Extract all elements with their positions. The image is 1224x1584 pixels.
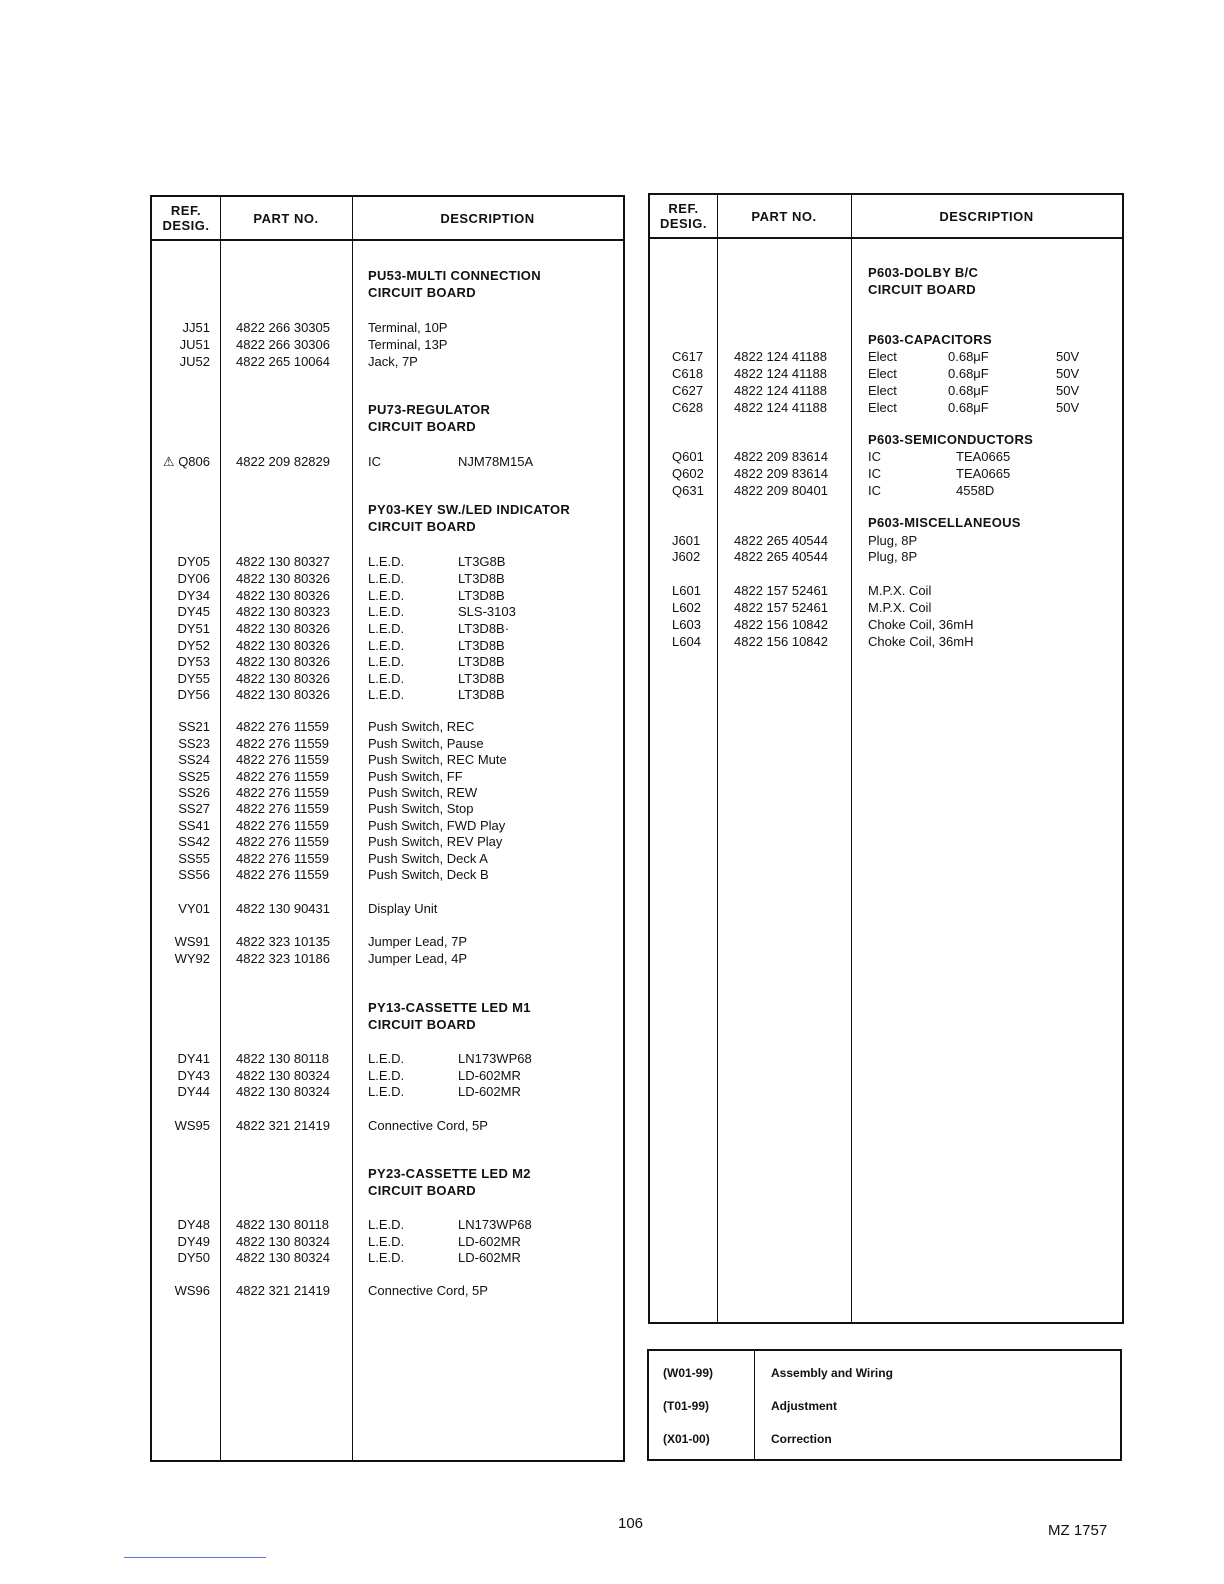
section-title: PY03-KEY SW./LED INDICATOR xyxy=(368,502,571,517)
ref-desig: DY52 xyxy=(177,638,210,653)
part-number: 4822 130 80118 xyxy=(236,1217,330,1232)
model-number: MZ 1757 xyxy=(1048,1522,1108,1539)
part-number: 4822 321 21419 xyxy=(236,1283,330,1298)
ref-desig: SS26 xyxy=(178,785,210,800)
table-row xyxy=(650,399,1122,416)
table-row xyxy=(152,933,623,950)
part-number: 4822 124 41188 xyxy=(734,383,828,398)
part-value: LT3D8B xyxy=(458,571,505,586)
table-row xyxy=(650,448,1122,465)
ref-desig: DY34 xyxy=(177,588,210,603)
ref-desig: WS96 xyxy=(174,1283,210,1298)
description: L.E.D. xyxy=(368,687,405,702)
legend-row xyxy=(649,1357,1120,1390)
ref-desig: J601 xyxy=(672,533,701,548)
ref-header-line2: DESIG. xyxy=(162,218,210,233)
table-row xyxy=(152,768,623,785)
description: Choke Coil, 36mH xyxy=(868,634,974,649)
description: L.E.D. xyxy=(368,1051,405,1066)
table-row xyxy=(152,570,623,587)
ref-desig: Q601 xyxy=(672,449,704,464)
description: Connective Cord, 5P xyxy=(368,1118,488,1133)
part-value: TEA0665 xyxy=(956,466,1011,481)
left-parts-table xyxy=(150,195,625,1462)
ref-desig: SS21 xyxy=(178,719,210,734)
ref-desig: SS23 xyxy=(178,736,210,751)
part-number: 4822 130 80326 xyxy=(236,654,330,669)
part-value: NJM78M15A xyxy=(458,454,534,469)
table-row xyxy=(152,735,623,752)
description: Connective Cord, 5P xyxy=(368,1283,488,1298)
ref-desig: C617 xyxy=(672,349,704,364)
section-title: CIRCUIT BOARD xyxy=(368,519,476,534)
part-number: 4822 130 80326 xyxy=(236,671,330,686)
table-row xyxy=(152,587,623,604)
description-header: DESCRIPTION xyxy=(440,210,535,226)
ref-desig: WS91 xyxy=(174,934,210,949)
table-row xyxy=(152,603,623,620)
description: IC xyxy=(868,483,881,498)
description: L.E.D. xyxy=(368,1217,405,1232)
legend-code: (T01-99) xyxy=(663,1399,710,1413)
table-row xyxy=(152,686,623,703)
section-title: CIRCUIT BOARD xyxy=(368,1183,476,1198)
table-row xyxy=(152,850,623,867)
table-row xyxy=(650,582,1122,599)
right-table-header xyxy=(650,195,1122,239)
part-no-header: PART NO. xyxy=(751,208,817,224)
ref-desig-header xyxy=(152,197,220,239)
part-number: 4822 130 80324 xyxy=(236,1068,330,1083)
description: Push Switch, Deck A xyxy=(368,851,488,866)
section-title: CIRCUIT BOARD xyxy=(368,1017,476,1032)
description: Push Switch, REC Mute xyxy=(368,752,507,767)
part-number: 4822 130 80324 xyxy=(236,1234,330,1249)
description: Elect xyxy=(868,366,897,381)
ref-desig: DY56 xyxy=(177,687,210,702)
description: Push Switch, FF xyxy=(368,769,463,784)
ref-desig: SS27 xyxy=(178,801,210,816)
table-row xyxy=(152,817,623,834)
part-value: 0.68μF xyxy=(948,400,989,415)
table-row xyxy=(152,950,623,967)
ref-desig: L601 xyxy=(672,583,701,598)
part-number: 4822 323 10135 xyxy=(236,934,330,949)
ref-desig: JU52 xyxy=(179,354,210,369)
description: IC xyxy=(868,449,881,464)
table-row xyxy=(650,633,1122,650)
ref-desig: DY53 xyxy=(177,654,210,669)
section-title: CIRCUIT BOARD xyxy=(368,419,476,434)
description: Terminal, 13P xyxy=(368,337,448,352)
part-value: LT3D8B xyxy=(458,638,505,653)
part-number: 4822 276 11559 xyxy=(236,785,330,800)
table-row xyxy=(152,1117,623,1134)
table-row xyxy=(650,348,1122,365)
part-number: 4822 130 80326 xyxy=(236,687,330,702)
table-row xyxy=(152,653,623,670)
part-value: LN173WP68 xyxy=(458,1217,532,1232)
part-value: 0.68μF xyxy=(948,366,989,381)
section-title: P603-CAPACITORS xyxy=(868,332,992,347)
legend-code: (X01-00) xyxy=(663,1432,710,1446)
ref-desig: DY48 xyxy=(177,1217,210,1232)
description: Push Switch, Stop xyxy=(368,801,474,816)
part-number: 4822 266 30305 xyxy=(236,320,330,335)
part-number: 4822 130 80324 xyxy=(236,1250,330,1265)
ref-desig: SS41 xyxy=(178,818,210,833)
part-number: 4822 157 52461 xyxy=(734,583,828,598)
ref-desig: DY55 xyxy=(177,671,210,686)
description: L.E.D. xyxy=(368,1234,405,1249)
ref-desig: L603 xyxy=(672,617,701,632)
table-row xyxy=(152,1249,623,1266)
table-row xyxy=(650,382,1122,399)
part-number: 4822 209 82829 xyxy=(236,454,330,469)
description: L.E.D. xyxy=(368,621,405,636)
description: Push Switch, REW xyxy=(368,785,478,800)
table-row xyxy=(152,1067,623,1084)
description: M.P.X. Coil xyxy=(868,583,932,598)
table-row xyxy=(152,1233,623,1250)
ref-header-line1: REF. xyxy=(668,201,699,216)
table-row xyxy=(650,599,1122,616)
part-value: 0.68μF xyxy=(948,383,989,398)
description: Elect xyxy=(868,383,897,398)
legend-term: Assembly and Wiring xyxy=(771,1366,893,1380)
table-row xyxy=(152,620,623,637)
table-row xyxy=(152,353,623,370)
underline-mark xyxy=(124,1557,266,1558)
page-number: 106 xyxy=(618,1515,644,1532)
section-title: PU53-MULTI CONNECTION xyxy=(368,268,541,283)
description: Elect xyxy=(868,349,897,364)
ref-desig: DY45 xyxy=(177,604,210,619)
ref-desig: SS56 xyxy=(178,867,210,882)
voltage-rating: 50V xyxy=(1056,400,1080,415)
description: Push Switch, Pause xyxy=(368,736,484,751)
ref-desig: DY05 xyxy=(177,554,210,569)
description: Plug, 8P xyxy=(868,533,918,548)
part-value: LD-602MR xyxy=(458,1250,521,1265)
part-number: 4822 130 80326 xyxy=(236,638,330,653)
ref-desig: SS24 xyxy=(178,752,210,767)
description: Jumper Lead, 7P xyxy=(368,934,468,949)
description: L.E.D. xyxy=(368,571,405,586)
table-row xyxy=(650,532,1122,549)
part-number: 4822 130 90431 xyxy=(236,901,330,916)
description: M.P.X. Coil xyxy=(868,600,932,615)
section-title: CIRCUIT BOARD xyxy=(368,285,476,300)
voltage-rating: 50V xyxy=(1056,366,1080,381)
ref-desig: WS95 xyxy=(174,1118,210,1133)
part-number: 4822 130 80118 xyxy=(236,1051,330,1066)
part-number: 4822 130 80326 xyxy=(236,571,330,586)
table-row xyxy=(152,1050,623,1067)
description: Elect xyxy=(868,400,897,415)
part-number: 4822 276 11559 xyxy=(236,736,330,751)
table-row xyxy=(152,1216,623,1233)
description: L.E.D. xyxy=(368,671,405,686)
part-number: 4822 276 11559 xyxy=(236,834,330,849)
ref-desig: DY49 xyxy=(177,1234,210,1249)
ref-header-line2: DESIG. xyxy=(659,216,708,231)
description: Push Switch, Deck B xyxy=(368,867,489,882)
legend-term: Adjustment xyxy=(771,1399,837,1413)
ref-desig: J602 xyxy=(672,549,701,564)
description: Jack, 7P xyxy=(368,354,418,369)
part-number: 4822 321 21419 xyxy=(236,1118,330,1133)
ref-desig: DY43 xyxy=(177,1068,210,1083)
legend-term: Correction xyxy=(771,1432,832,1446)
part-number: 4822 156 10842 xyxy=(734,617,828,632)
part-number: 4822 130 80326 xyxy=(236,588,330,603)
part-number: 4822 124 41188 xyxy=(734,400,828,415)
description: L.E.D. xyxy=(368,1250,405,1265)
description: IC xyxy=(368,454,381,469)
description: L.E.D. xyxy=(368,604,405,619)
table-row xyxy=(650,482,1122,499)
part-value: LT3G8B xyxy=(458,554,506,569)
section-title: PY13-CASSETTE LED M1 xyxy=(368,1000,531,1015)
legend-row xyxy=(649,1423,1120,1456)
part-value: 4558D xyxy=(956,483,995,498)
part-number: 4822 276 11559 xyxy=(236,867,330,882)
description-header: DESCRIPTION xyxy=(939,208,1034,224)
part-number: 4822 124 41188 xyxy=(734,366,828,381)
part-number: 4822 265 40544 xyxy=(734,533,828,548)
ref-desig: L602 xyxy=(672,600,701,615)
part-number: 4822 276 11559 xyxy=(236,851,330,866)
description: Jumper Lead, 4P xyxy=(368,951,468,966)
ref-desig: L604 xyxy=(672,634,701,649)
section-title: PU73-REGULATOR xyxy=(368,402,491,417)
part-number: 4822 157 52461 xyxy=(734,600,828,615)
ref-desig: WY92 xyxy=(174,951,210,966)
part-value: LT3D8B xyxy=(458,588,505,603)
ref-desig: JJ51 xyxy=(182,320,210,335)
description: Push Switch, REV Play xyxy=(368,834,503,849)
table-row xyxy=(152,718,623,735)
part-number: 4822 276 11559 xyxy=(236,801,330,816)
description: IC xyxy=(868,466,881,481)
table-row xyxy=(152,800,623,817)
ref-desig: SS42 xyxy=(178,834,210,849)
board-title: CIRCUIT BOARD xyxy=(868,282,976,297)
ref-desig: DY06 xyxy=(177,571,210,586)
part-number: 4822 276 11559 xyxy=(236,769,330,784)
ref-desig-header xyxy=(650,195,717,237)
part-number: 4822 266 30306 xyxy=(236,337,330,352)
part-number: 4822 156 10842 xyxy=(734,634,828,649)
part-number: 4822 209 80401 xyxy=(734,483,828,498)
part-number: 4822 265 10064 xyxy=(236,354,330,369)
table-row xyxy=(152,1083,623,1100)
legend-code: (W01-99) xyxy=(663,1366,714,1380)
description: Push Switch, REC xyxy=(368,719,475,734)
description: L.E.D. xyxy=(368,638,405,653)
ref-desig: ⚠ Q806 xyxy=(162,454,210,469)
ref-desig: SS25 xyxy=(178,769,210,784)
part-value: 0.68μF xyxy=(948,349,989,364)
legend-row xyxy=(649,1390,1120,1423)
description: L.E.D. xyxy=(368,554,405,569)
ref-desig: C628 xyxy=(672,400,704,415)
part-value: LT3D8B xyxy=(458,654,505,669)
part-value: LN173WP68 xyxy=(458,1051,532,1066)
part-number: 4822 124 41188 xyxy=(734,349,828,364)
part-number: 4822 276 11559 xyxy=(236,818,330,833)
table-row xyxy=(152,833,623,850)
table-row xyxy=(152,1282,623,1299)
table-row xyxy=(152,866,623,883)
table-row xyxy=(152,553,623,570)
table-row xyxy=(152,319,623,336)
table-row xyxy=(152,784,623,801)
ref-desig: C618 xyxy=(672,366,704,381)
part-no-header: PART NO. xyxy=(253,210,319,226)
ref-desig: Q602 xyxy=(672,466,704,481)
part-number: 4822 209 83614 xyxy=(734,449,828,464)
part-value: LT3D8B· xyxy=(458,621,510,636)
part-number: 4822 130 80326 xyxy=(236,621,330,636)
part-number: 4822 265 40544 xyxy=(734,549,828,564)
description: L.E.D. xyxy=(368,588,405,603)
ref-desig: DY50 xyxy=(177,1250,210,1265)
description: L.E.D. xyxy=(368,1084,405,1099)
table-row xyxy=(152,670,623,687)
ref-header-line1: REF. xyxy=(170,203,202,218)
part-number: 4822 323 10186 xyxy=(236,951,330,966)
part-value: LD-602MR xyxy=(458,1234,521,1249)
section-title: PY23-CASSETTE LED M2 xyxy=(368,1166,531,1181)
part-number: 4822 209 83614 xyxy=(734,466,828,481)
section-title: P603-SEMICONDUCTORS xyxy=(868,432,1034,447)
part-value: SLS-3103 xyxy=(458,604,516,619)
description: L.E.D. xyxy=(368,1068,405,1083)
table-row xyxy=(650,465,1122,482)
table-row xyxy=(650,616,1122,633)
description: Choke Coil, 36mH xyxy=(868,617,974,632)
part-number: 4822 130 80324 xyxy=(236,1084,330,1099)
table-row xyxy=(152,751,623,768)
ref-desig: Q631 xyxy=(672,483,704,498)
table-row xyxy=(650,365,1122,382)
table-row xyxy=(152,900,623,917)
board-title: P603-DOLBY B/C xyxy=(868,265,979,280)
ref-desig: DY44 xyxy=(177,1084,210,1099)
table-row xyxy=(152,637,623,654)
description: Push Switch, FWD Play xyxy=(368,818,506,833)
part-value: LT3D8B xyxy=(458,671,505,686)
part-value: LD-602MR xyxy=(458,1068,521,1083)
voltage-rating: 50V xyxy=(1056,383,1080,398)
description: Plug, 8P xyxy=(868,549,918,564)
ref-desig: VY01 xyxy=(178,901,210,916)
part-value: LT3D8B xyxy=(458,687,505,702)
table-row xyxy=(152,336,623,353)
table-row xyxy=(650,548,1122,565)
description: L.E.D. xyxy=(368,654,405,669)
ref-desig: JU51 xyxy=(179,337,210,352)
description: Terminal, 10P xyxy=(368,320,448,335)
part-number: 4822 130 80323 xyxy=(236,604,330,619)
table-row xyxy=(152,453,623,470)
part-number: 4822 130 80327 xyxy=(236,554,330,569)
left-table-header xyxy=(152,197,623,241)
ref-desig: DY51 xyxy=(177,621,210,636)
right-parts-table xyxy=(648,193,1124,1324)
part-number: 4822 276 11559 xyxy=(236,719,330,734)
revision-legend xyxy=(647,1349,1122,1461)
ref-desig: SS55 xyxy=(178,851,210,866)
part-value: LD-602MR xyxy=(458,1084,521,1099)
section-title: P603-MISCELLANEOUS xyxy=(868,515,1021,530)
part-value: TEA0665 xyxy=(956,449,1011,464)
part-number: 4822 276 11559 xyxy=(236,752,330,767)
description: Display Unit xyxy=(368,901,438,916)
ref-desig: DY41 xyxy=(177,1051,210,1066)
ref-desig: C627 xyxy=(672,383,704,398)
voltage-rating: 50V xyxy=(1056,349,1080,364)
